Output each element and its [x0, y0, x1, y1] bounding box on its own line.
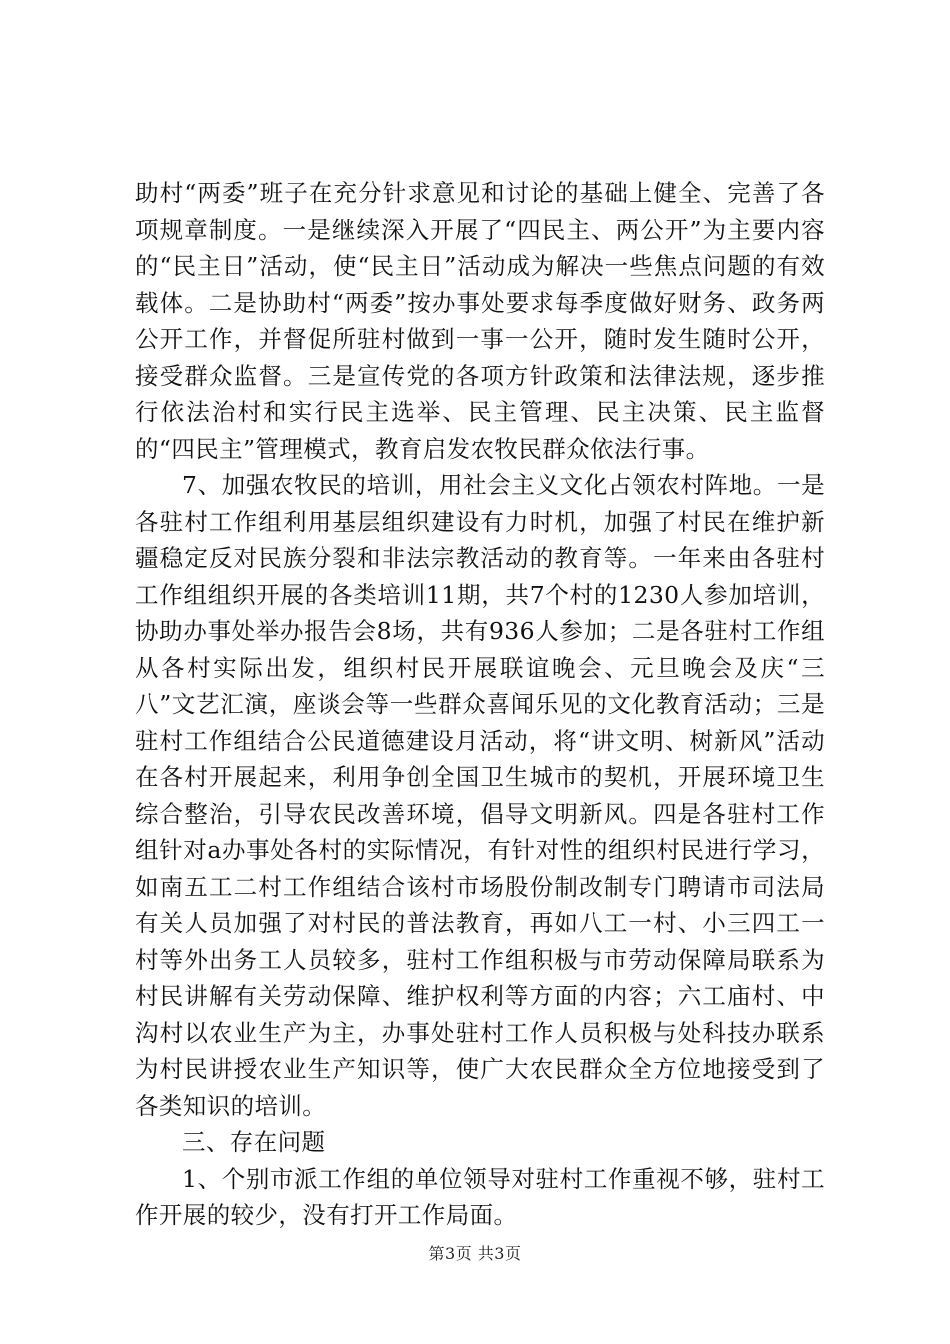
page-footer: 第3页 共3页 — [428, 1244, 522, 1263]
document-body — [135, 175, 825, 1234]
section-heading-problems: 三、存在问题 — [182, 1128, 326, 1156]
paragraph-problem-1: 1、个别市派工作组的单位领导对驻村工作重视不够，驻村工作开展的较少，没有打开工作局面。 — [135, 1164, 825, 1229]
paragraph-training: 7、加强农牧民的培训，用社会主义文化占领农村阵地。一是各驻村工作组利用基层组织建设有力时机，加强了村民在维护新疆稳定反对民族分裂和非法宗教活动的教育等。一年来由各驻村工作组组织开展的各类培训11期，共7个村的1230人参加培训，协助办事处举办报告会8场，共有936人参加；二是各驻村工作组从各村实际出发，组织村民开展联谊晚会、元旦晚会及庆“三八”文艺汇演，座谈会等一些群众喜闻乐见的文化教育活动；三是驻村工作组结合公民道德建设月活动，将“讲文明、树新风”活动在各村开展起来，利用争创全国卫生城市的契机，开展环境卫生综合整治，引导农民改善环境，倡导文明新风。四是各驻村工作组针对a办事处各村的实际情况，有针对性的组织村民进行学习，如南五工二村工作组结合该村市场股份制改制专门聘请市司法局有关人员加强了对村民的普法教育，再如八工一村、小三四工一村等外出务工人员较多，驻村工作组积极与市劳动保障局联系为村民讲解有关劳动保障、维护权利等方面的内容；六工庙村、中沟村以农业生产为主，办事处驻村工作人员积极与处科技办联系为村民讲授农业生产知识等，使广大农民群众全方位地接受到了各类知识的培训。 — [135, 471, 825, 1120]
paragraph-village-committee: 助村“两委”班子在充分针求意见和讨论的基础上健全、完善了各项规章制度。一是继续深入开展了“四民主、两公开”为主要内容的“民主日”活动，使“民主日”活动成为解决一些焦点问题的有效载体。二是协助村“两委”按办事处要求每季度做好财务、政务两公开工作，并督促所驻村做到一事一公开，随时发生随时公开，接受群众监督。三是宣传党的各项方针政策和法律法规，逐步推行依法治村和实行民主选举、民主管理、民主决策、民主监督的“四民主”管理模式，教育启发农牧民群众依法行事。 — [135, 179, 825, 463]
